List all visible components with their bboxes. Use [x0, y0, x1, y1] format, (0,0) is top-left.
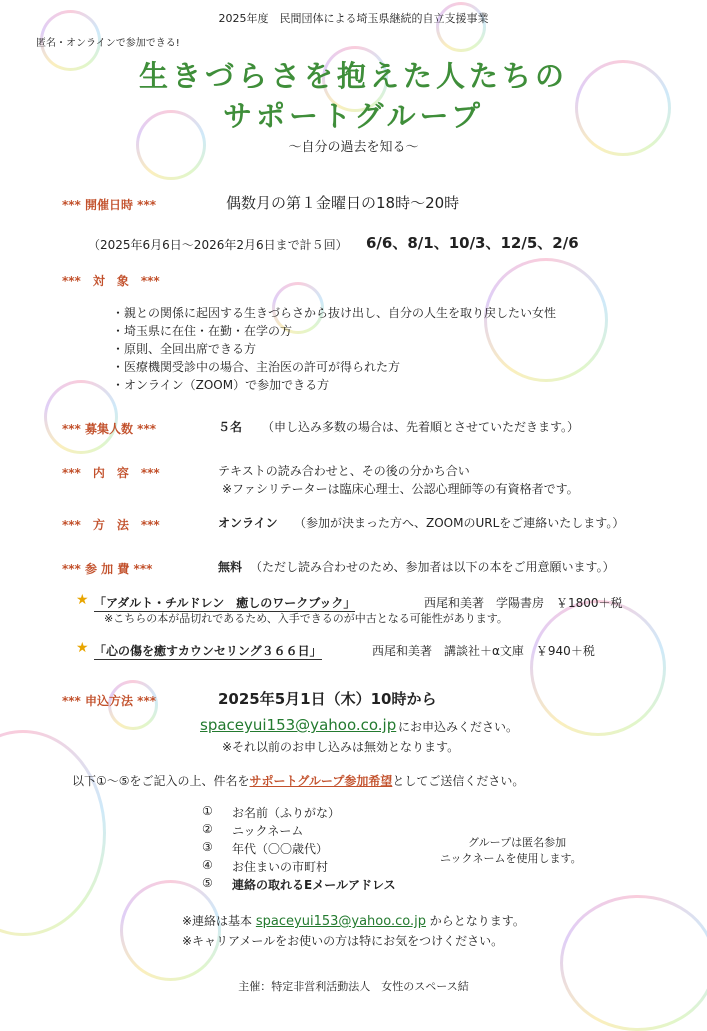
page-title-line2: サポートグループ: [222, 99, 485, 133]
capacity-label: *** 募集人数 ***: [62, 422, 157, 436]
apply-note: ※それ以前のお申し込みは無効となります。: [222, 740, 460, 754]
side-note: ニックネームを使用します。: [440, 852, 582, 865]
anonymous-online-badge: 匿名・オンラインで参加できる!: [36, 38, 180, 49]
contact-pre: ※連絡は基本: [182, 914, 253, 928]
decorative-bubble: [44, 380, 118, 454]
field-number: ①: [202, 804, 213, 818]
apply-email-suffix: にお申込みください。: [398, 720, 519, 734]
footer-organizer: 主催：特定非営利活動法人 女性のスペース結: [238, 980, 469, 993]
contact-post: からとなります。: [429, 914, 525, 928]
instruction-post: としてご送信ください。: [392, 774, 525, 788]
schedule-main: 偶数月の第１金曜日の18時～20時: [226, 194, 460, 212]
book-title: 「アダルト・チルドレン 癒しのワークブック」: [94, 596, 356, 610]
apply-start: 2025年5月1日（木）10時から: [218, 690, 437, 708]
instruction-subject: サポートグループ参加希望: [249, 774, 393, 788]
apply-email-link[interactable]: spaceyui153@yahoo.co.jp: [200, 716, 397, 734]
page-title-line1: 生きづらさを抱えた人たちの: [138, 59, 568, 93]
schedule-label: *** 開催日時 ***: [62, 198, 157, 212]
field-number: ③: [202, 840, 213, 854]
method-label: *** 方 法 ***: [62, 518, 160, 532]
book-info: 西尾和美著 学陽書房 ￥1800＋税: [424, 596, 623, 610]
fee-value: 無料: [218, 560, 243, 574]
field-text: お名前（ふりがな）: [232, 806, 341, 820]
field-text: 年代（〇〇歳代）: [232, 842, 329, 856]
apply-label: *** 申込方法 ***: [62, 694, 157, 708]
capacity-note: （申し込み多数の場合は、先着順とさせていただきます。）: [262, 420, 580, 434]
target-item: ・オンライン（ZOOM）で参加できる方: [112, 378, 330, 392]
contact-email-link[interactable]: spaceyui153@yahoo.co.jp: [255, 914, 426, 929]
decorative-bubble: [530, 600, 666, 736]
side-note: グループは匿名参加: [468, 836, 567, 849]
star-icon: ★: [76, 592, 89, 608]
fee-label: *** 参 加 費 ***: [62, 562, 153, 576]
decorative-bubble: [120, 880, 221, 981]
method-note: （参加が決まった方へ、ZOOMのURLをご連絡いたします。）: [294, 516, 625, 530]
content-line1: テキストの読み合わせと、その後の分かち合い: [218, 464, 470, 478]
contact-line1: [182, 912, 525, 929]
fee-note: （ただし読み合わせのため、参加者は以下の本をご用意願います。）: [250, 560, 615, 574]
field-number: ④: [202, 858, 213, 872]
field-text: 連絡の取れるEメールアドレス: [232, 878, 396, 892]
schedule-dates: 6/6、8/1、10/3、12/5、2/6: [366, 234, 579, 252]
contact-line2: ※キャリアメールをお使いの方は特にお気をつけください。: [182, 934, 504, 948]
field-text: お住まいの市町村: [232, 860, 329, 874]
field-number: ⑤: [202, 876, 213, 890]
apply-instruction: [72, 772, 524, 789]
decorative-bubble: [560, 895, 707, 1031]
target-item: ・埼玉県に在住・在勤・在学の方: [112, 324, 293, 338]
instruction-pre: 以下①～⑤をご記入の上、件名を: [72, 774, 250, 788]
book-title: 「心の傷を癒すカウンセリング３６６日」: [94, 644, 322, 658]
content-label: *** 内 容 ***: [62, 466, 160, 480]
book-info: 西尾和美著 講談社＋α文庫 ￥940＋税: [372, 644, 595, 658]
field-text: ニックネーム: [232, 824, 304, 838]
program-title-line: 2025年度 民間団体による埼玉県継続的自立支援事業: [218, 12, 489, 25]
target-item: ・親との関係に起因する生きづらさから抜け出し、自分の人生を取り戻したい女性: [112, 306, 557, 320]
schedule-range: （2025年6月6日～2026年2月6日まで計５回）: [88, 238, 348, 252]
target-item: ・原則、全回出席できる方: [112, 342, 257, 356]
star-icon: ★: [76, 640, 89, 656]
target-label: *** 対 象 ***: [62, 274, 160, 288]
capacity-value: ５名: [218, 420, 243, 434]
target-item: ・医療機関受診中の場合、主治医の許可が得られた方: [112, 360, 401, 374]
method-value: オンライン: [218, 516, 278, 530]
book-note: ※こちらの本が品切れであるため、入手できるのが中古となる可能性があります。: [104, 612, 508, 625]
page-subtitle: ～自分の過去を知る～: [288, 140, 419, 155]
content-line2: ※ファシリテーターは臨床心理士、公認心理師等の有資格者です。: [222, 482, 579, 496]
field-number: ②: [202, 822, 213, 836]
decorative-bubble: [0, 730, 106, 936]
